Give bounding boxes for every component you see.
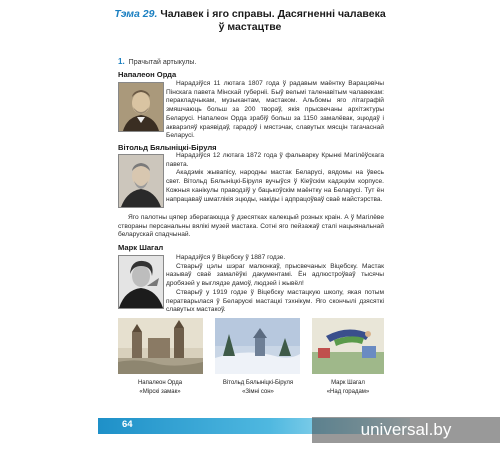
- caption-author: Вітольд Бялыніцкі-Біруля: [222, 380, 294, 386]
- paragraph: Стварыў цэлы шэраг малюнкаў, прысвечаных Віцебску. Мастак называў сваё замалёўкі дакументамі. Ён адлюстроўваў тысячы дробязей у выглядзе дамоў, людзей і жывёл!: [166, 262, 384, 288]
- task-instruction: [118, 57, 196, 66]
- caption-birula: [203, 379, 313, 396]
- task-text: Прачытай артыкулы.: [128, 59, 197, 66]
- caption-orda: [110, 379, 210, 396]
- caption-chagall: [305, 379, 391, 396]
- text-birula-tail: [118, 214, 384, 240]
- paragraph: Нарадзіўся 12 лютага 1872 года ў фальварку Крынкі Магілёўскага павета.: [166, 152, 384, 168]
- task-number: 1.: [118, 57, 125, 66]
- caption-author: Напалеон Орда: [137, 380, 183, 386]
- topic-label: Тэма 29.: [114, 8, 158, 20]
- paragraph: Нарадзіўся 11 лютага 1807 года ў радавым маёнтку Варацэвічы Пінскага павета Мінскай губерніі. Быў вельмі таленавітым чалавекам: перакладчыкам, музыкантам, мастаком. Альбомы яго літаграфій змяшчаюць больш за 200 твораў, якія прысвечаны архітэктуры Беларусі. Напалеон Орда зрабіў больш за 1150 замалёвак, эцюдаў і акварэляў краявідаў, гарадоў і мястэчак, славутых мясцін тагачаснай Беларусі.: [166, 80, 384, 140]
- caption-work: «Мірскі замак»: [139, 388, 181, 395]
- caption-author: Марк Шагал: [331, 380, 365, 386]
- paragraph: Яго палотны цяпер зберагаюцца ў дзесятках калекцый розных краін. А ў Магілёве створаны персанальны вялікі музей мастака. Сотні яго пейзажаў сталі нацыянальнай беларускай спадчынай.: [118, 214, 384, 239]
- page-number: 64: [122, 419, 133, 430]
- text-birula: [166, 152, 384, 204]
- caption-work: «Над горадам»: [326, 388, 370, 395]
- painting-winter-dream: [215, 318, 300, 374]
- caption-work: «Зімні сон»: [242, 388, 274, 395]
- paragraph: Нарадзіўся ў Віцебску ў 1887 годзе.: [176, 254, 286, 261]
- text-orda: [166, 80, 384, 141]
- painting-mir-castle: [118, 318, 203, 374]
- heading-chagall: Марк Шагал: [118, 243, 164, 252]
- painting-over-town: [312, 318, 384, 374]
- title-line-2: ў мастацтве: [218, 21, 282, 33]
- paragraph: Стварыў у 1919 годзе ў Віцебску мастацкую школу, якая потым ператварылася ў Беларускі мастацкі тэхнікум. Яго скончылі дзясяткі славутых мастакоў.: [166, 288, 384, 314]
- portrait-orda: [118, 82, 164, 132]
- heading-birula: Вітольд Бялыніцкі-Біруля: [118, 143, 217, 152]
- title-line-1: Чалавек і яго справы. Дасягненні чалавека: [160, 8, 386, 20]
- page-title: [80, 8, 420, 34]
- paragraph: Акадэмік жывапісу, народны мастак Беларусі, вядомы на ўвесь свет. Вітольд Бялыніцкі-Біруля вучыўся ў Кіеўскім кадэцкім корпусе. Кожныя канікулы праводзіў у бацькоўскім маёнтку на Беларусі. Тут ён напрацаваў шматлікія эцюды, накіды і адпрацоўваў сваё майстэрства.: [166, 169, 384, 203]
- text-chagall: [166, 254, 384, 315]
- portrait-chagall: [118, 255, 164, 309]
- heading-orda: Напалеон Орда: [118, 70, 177, 79]
- portrait-birula: [118, 154, 164, 208]
- watermark: universal.by: [312, 417, 500, 443]
